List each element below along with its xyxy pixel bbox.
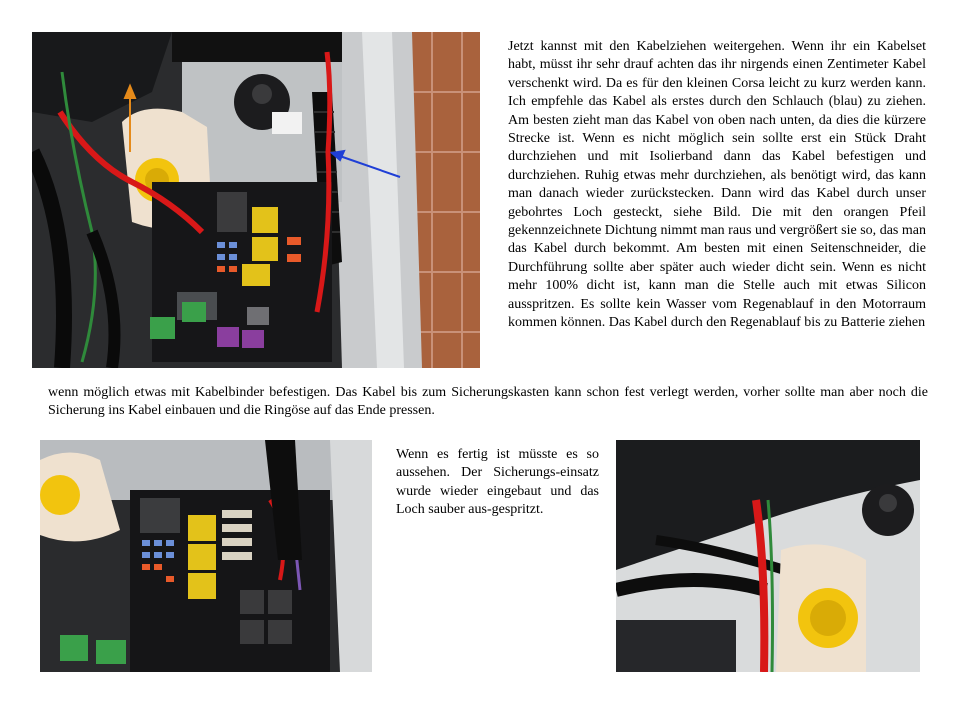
engine-bay-photo-top [32, 32, 480, 368]
instruction-paragraph-middle: wenn möglich etwas mit Kabelbinder befestigen. Das Kabel bis zum Sicherungskasten kann schon fest verlegt werden, vorher sollte man aber noch die Sicherung ins Kabel einbauen und die Ringöse auf das Ende pressen. [48, 385, 928, 419]
routed-cable-photo [616, 440, 920, 672]
result-caption: Wenn es fertig ist müsste es so aussehen. Der Sicherungs-einsatz wurde wieder eingebaut und das Loch sauber aus-gespritzt. [396, 447, 599, 518]
finished-fusebox-photo [40, 440, 372, 672]
instruction-paragraph-top: Jetzt kannst mit den Kabelziehen weitergehen. Wenn ihr ein Kabelset habt, müsst ihr sehr drauf achten das ihr nirgends einen Zentimeter Kabel verschenkt wird. Da es für den kleinen Corsa leicht zu kurz werden kann. Ich empfehle das Kabel als erstes durch den Schlauch (blau) zu ziehen. Am besten zieht man das Kabel von oben nach unten, da dies die kürzere Strecke ist. Wenn es nicht möglich sein sollte erst ein Stück Draht durchziehen und mit Isolierband dann das Kabel befestigen und durchziehen. Ruhig etwas mehr durchziehen, als benötigt wird, das kann man danach wieder zurückstecken. Dann wird das Kabel durch unser gebohrtes Loch gesteckt, siehe Bild. Die mit den orangen Pfeil gekennzeichnete Dichtung nimmt man raus und vergrößert sie so, das man das Kabel durch bekommt. Am besten mit einen Seitenschneider, die Durchführung sollte aber später auch wieder dicht sein. Wenn es nicht mehr 100% dicht ist, kann man die Stelle auch mit etwas Silicon ausspritzen. Es sollte kein Wasser vom Regenablauf in den Motorraum kommen können. Das Kabel durch den Regenablauf bis zu Batterie ziehen [508, 39, 926, 331]
